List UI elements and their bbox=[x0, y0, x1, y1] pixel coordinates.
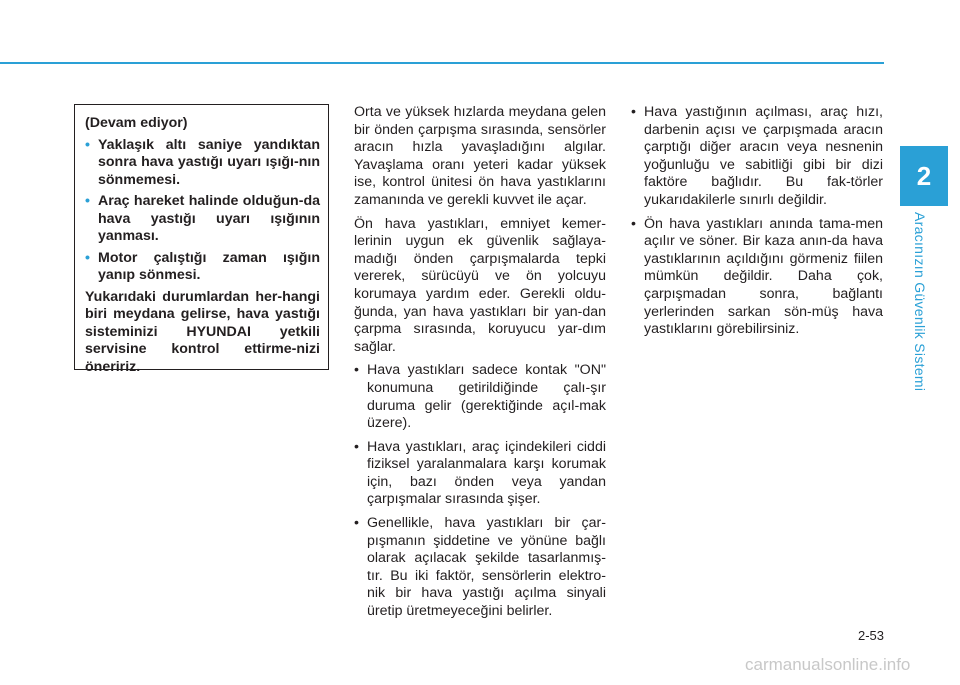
warning-item-text: Yaklaşık altı saniye yandıktan sonra hava yastığı uyarı ışığı-nın sönmemesi. bbox=[98, 136, 320, 188]
page-number: 2-53 bbox=[858, 628, 885, 643]
list-item-text: Ön hava yastıkları anında tama-men açılır ve söner. Bir kaza anın-da hava yastıklarının açıldığını görmeniz fiilen mümkün değildir. Daha çok, çarpışmadan sonra, bağlantı yerlerinden sarkan sön-müş hava yastıklarını görebilirsiniz. bbox=[644, 215, 883, 338]
list-item-text: Hava yastıkları, araç içindekileri ciddi fiziksel yaralanmalara karşı korumak için, bazı önden veya yandan çarpışmalar sırasında şişer. bbox=[367, 438, 606, 508]
right-column bbox=[631, 104, 883, 345]
chapter-title: Aracınızın Güvenlik Sistemi bbox=[912, 212, 928, 392]
list-item-text: Hava yastıkları sadece kontak "ON" konumuna getirildiğinde çalı-şır duruma gelir (gerektiğinde açıl-mak üzere). bbox=[367, 362, 606, 432]
list-item bbox=[631, 104, 883, 210]
warning-item bbox=[85, 137, 320, 190]
bullet-icon: • bbox=[85, 136, 90, 153]
chapter-number-tab: 2 bbox=[900, 146, 948, 206]
warning-heading: (Devam ediyor) bbox=[85, 115, 188, 131]
warning-item bbox=[85, 193, 320, 246]
header-rule bbox=[0, 62, 884, 64]
warning-item-text: Araç hareket halinde olduğun-da hava yastığı uyarı ışığının yanması. bbox=[98, 193, 320, 244]
warning-item-text: Motor çalıştığı zaman ışığın yanıp sönmesi. bbox=[98, 249, 320, 283]
bullet-icon: • bbox=[631, 104, 636, 120]
list-item bbox=[631, 216, 883, 339]
bullet-icon: • bbox=[354, 438, 359, 455]
watermark[interactable]: carmanualsonline.info bbox=[745, 655, 911, 674]
paragraph: Orta ve yüksek hızlarda meydana gelen bir önden çarpışma sırasında, sensörler aracın hızla yavaşladığını algılar. Yavaşlama oranı yeteri kadar yüksek ise, kontrol ünitesi ön hava yastıklarını zamanında ve gerekli kuvvet ile açar. bbox=[354, 104, 606, 208]
middle-column bbox=[354, 104, 606, 627]
warning-item bbox=[85, 250, 320, 285]
warning-footer: Yukarıdaki durumlardan her-hangi biri meydana gelirse, hava yastığı sisteminizi HYUNDAI yetkili servisine kontrol ettirme-nizi öneririz. bbox=[85, 288, 320, 375]
bullet-icon: • bbox=[354, 515, 359, 532]
paragraph: Ön hava yastıkları, emniyet kemer-lerinin uygun ek güvenlik sağlaya-madığı önden çarpışmalarda tepki vererek, sürücüyü ve ön yolcuyu korumaya yardım eder. Gerekli oldu-ğunda, yan hava yastıkları bir yan-dan çarpma sırasında, koruyucu yar-dım sağlar. bbox=[354, 215, 606, 355]
bullet-icon: • bbox=[85, 193, 90, 209]
list-item bbox=[354, 439, 606, 509]
bullet-icon: • bbox=[354, 362, 359, 379]
list-item bbox=[354, 515, 606, 621]
list-item-text: Hava yastığının açılması, araç hızı, darbenin açısı ve çarpışmada aracın çarptığı diğer aracın veya nesnenin yoğunluğu ve sabitliği gibi bir dizi faktöre bağlıdır. Bu fak-törler yukarıdakilerle sınırlı değildir. bbox=[644, 104, 883, 208]
warning-box bbox=[74, 104, 329, 375]
bullet-icon: • bbox=[631, 215, 636, 232]
list-item bbox=[354, 362, 606, 432]
list-item-text: Genellikle, hava yastıkları bir çar-pışmanın şiddetine ve yönüne bağlı olarak açılacak şekilde tasarlanmış-tır. Bu iki faktör, sensörlerin elektro-nik bir hava yastığı açılma sinyali üretip üretmeyeceğini belirler. bbox=[367, 515, 606, 620]
bullet-icon: • bbox=[85, 249, 90, 266]
